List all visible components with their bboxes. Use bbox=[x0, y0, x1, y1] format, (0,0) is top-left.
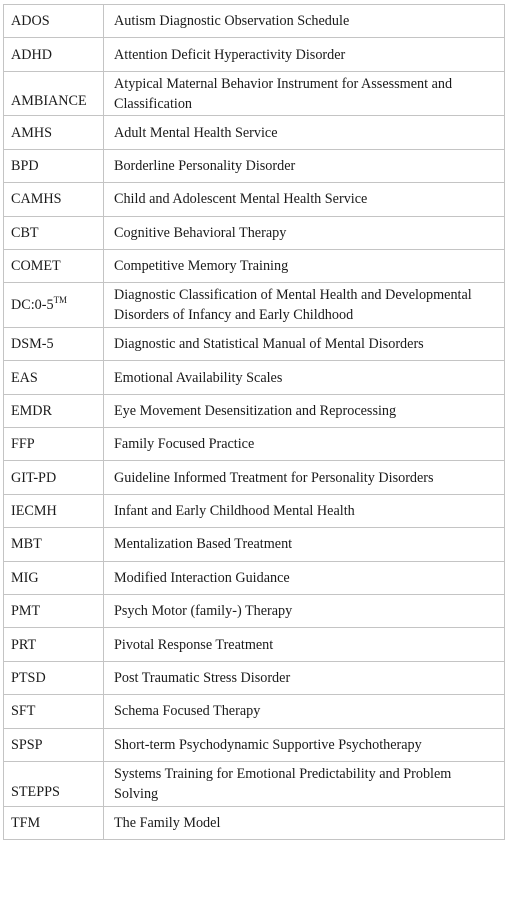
definition-cell: Pivotal Response Treatment bbox=[104, 628, 505, 661]
table-row bbox=[4, 116, 505, 149]
abbreviation-cell: PTSD bbox=[4, 661, 104, 694]
table-row bbox=[4, 327, 505, 360]
definition-cell: Eye Movement Desensitization and Reprocessing bbox=[104, 394, 505, 427]
table-row bbox=[4, 695, 505, 728]
abbreviation-cell: DSM-5 bbox=[4, 327, 104, 360]
abbreviation-cell: AMBIANCE bbox=[4, 71, 104, 116]
abbreviation-cell: EAS bbox=[4, 361, 104, 394]
table-row bbox=[4, 728, 505, 761]
definition-cell: The Family Model bbox=[104, 806, 505, 839]
abbreviation-cell: SPSP bbox=[4, 728, 104, 761]
table-row bbox=[4, 806, 505, 839]
table-row bbox=[4, 561, 505, 594]
definition-cell: Family Focused Practice bbox=[104, 428, 505, 461]
abbreviation-cell: CBT bbox=[4, 216, 104, 249]
definition-cell: Child and Adolescent Mental Health Service bbox=[104, 183, 505, 216]
table-row bbox=[4, 461, 505, 494]
table-row bbox=[4, 361, 505, 394]
definition-cell: Systems Training for Emotional Predictability and Problem Solving bbox=[104, 762, 505, 807]
table-row bbox=[4, 595, 505, 628]
abbreviation-text: DC:0-5 bbox=[11, 297, 54, 314]
abbreviation-cell: EMDR bbox=[4, 394, 104, 427]
definition-cell: Guideline Informed Treatment for Personality Disorders bbox=[104, 461, 505, 494]
definition-cell: Adult Mental Health Service bbox=[104, 116, 505, 149]
table-row bbox=[4, 661, 505, 694]
abbreviation-cell: AMHS bbox=[4, 116, 104, 149]
definition-cell: Emotional Availability Scales bbox=[104, 361, 505, 394]
definition-cell: Borderline Personality Disorder bbox=[104, 149, 505, 182]
table-row bbox=[4, 528, 505, 561]
abbreviation-cell: ADOS bbox=[4, 5, 104, 38]
abbreviations-table bbox=[3, 4, 505, 840]
definition-cell: Atypical Maternal Behavior Instrument for Assessment and Classification bbox=[104, 71, 505, 116]
definition-cell: Cognitive Behavioral Therapy bbox=[104, 216, 505, 249]
table-row bbox=[4, 428, 505, 461]
abbreviation-cell: MIG bbox=[4, 561, 104, 594]
abbreviation-cell: PMT bbox=[4, 595, 104, 628]
table-row bbox=[4, 762, 505, 807]
table-row bbox=[4, 183, 505, 216]
table-row bbox=[4, 249, 505, 282]
abbreviation-cell: ADHD bbox=[4, 38, 104, 71]
abbreviation-cell: GIT-PD bbox=[4, 461, 104, 494]
definition-cell: Mentalization Based Treatment bbox=[104, 528, 505, 561]
definition-cell: Competitive Memory Training bbox=[104, 249, 505, 282]
abbreviation-cell: COMET bbox=[4, 249, 104, 282]
definition-cell: Schema Focused Therapy bbox=[104, 695, 505, 728]
table-row bbox=[4, 149, 505, 182]
abbreviation-cell: IECMH bbox=[4, 494, 104, 527]
trademark-superscript: TM bbox=[53, 295, 68, 306]
table-row bbox=[4, 394, 505, 427]
abbreviation-cell bbox=[4, 283, 104, 328]
table-row bbox=[4, 283, 505, 328]
abbreviation-cell: TFM bbox=[4, 806, 104, 839]
table-row bbox=[4, 216, 505, 249]
definition-cell: Autism Diagnostic Observation Schedule bbox=[104, 5, 505, 38]
table-row bbox=[4, 38, 505, 71]
abbreviation-cell: STEPPS bbox=[4, 762, 104, 807]
definition-cell: Post Traumatic Stress Disorder bbox=[104, 661, 505, 694]
abbreviation-cell: BPD bbox=[4, 149, 104, 182]
table-row bbox=[4, 494, 505, 527]
table-row bbox=[4, 5, 505, 38]
definition-cell: Infant and Early Childhood Mental Health bbox=[104, 494, 505, 527]
table-row bbox=[4, 628, 505, 661]
abbreviation-cell: SFT bbox=[4, 695, 104, 728]
definition-cell: Diagnostic and Statistical Manual of Mental Disorders bbox=[104, 327, 505, 360]
definition-cell: Modified Interaction Guidance bbox=[104, 561, 505, 594]
definition-cell: Short-term Psychodynamic Supportive Psychotherapy bbox=[104, 728, 505, 761]
definition-cell: Diagnostic Classification of Mental Health and Developmental Disorders of Infancy and Early Childhood bbox=[104, 283, 505, 328]
abbreviation-cell: PRT bbox=[4, 628, 104, 661]
definition-cell: Attention Deficit Hyperactivity Disorder bbox=[104, 38, 505, 71]
table-row bbox=[4, 71, 505, 116]
abbreviation-cell: CAMHS bbox=[4, 183, 104, 216]
abbreviation-cell: FFP bbox=[4, 428, 104, 461]
definition-cell: Psych Motor (family-) Therapy bbox=[104, 595, 505, 628]
abbreviation-cell: MBT bbox=[4, 528, 104, 561]
